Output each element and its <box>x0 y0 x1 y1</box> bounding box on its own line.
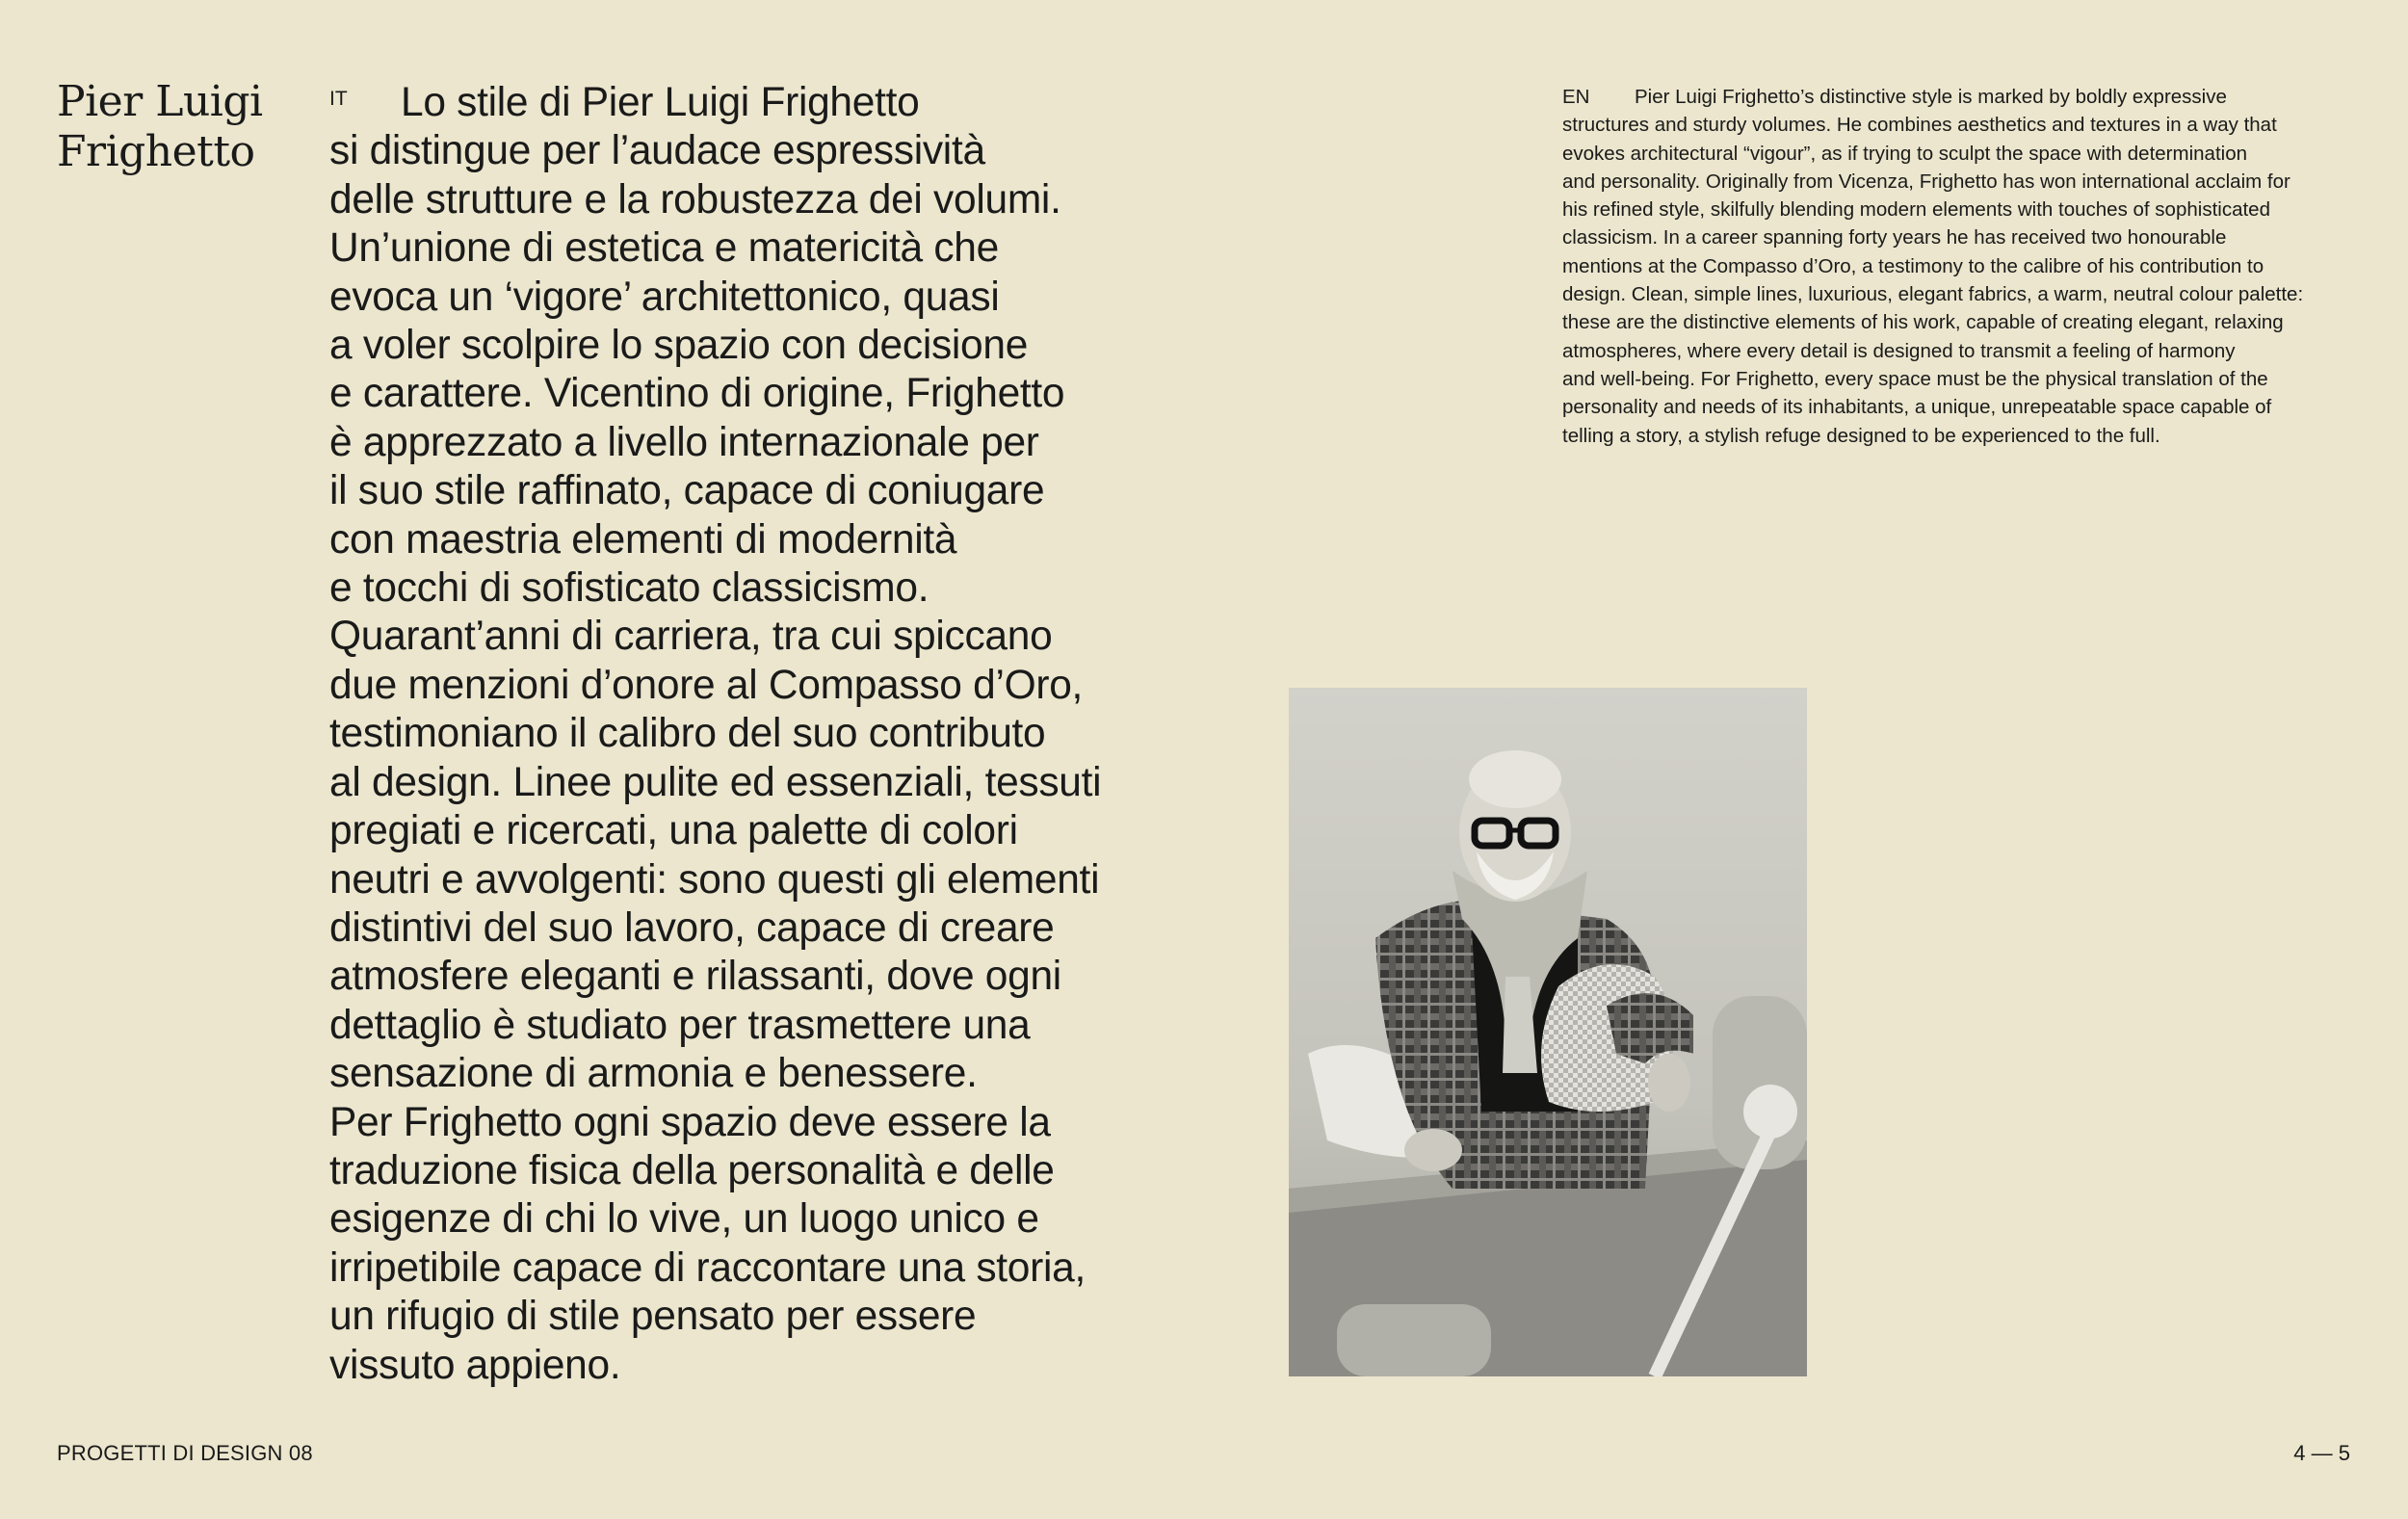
italian-line: è apprezzato a livello internazionale per <box>329 419 1039 465</box>
italian-line: Un’unione di estetica e matericità che <box>329 225 999 272</box>
english-line: telling a story, a stylish refuge designed to be experienced to the full. <box>1562 424 2160 447</box>
italian-line: evoca un ‘vigore’ architettonico, quasi <box>329 274 1000 320</box>
language-tag-it: IT <box>329 88 348 110</box>
italian-line: esigenze di chi lo vive, un luogo unico e <box>329 1196 1039 1243</box>
italian-line: a voler scolpire lo spazio con decisione <box>329 323 1029 369</box>
english-line: atmospheres, where every detail is designed to transmit a feeling of harmony <box>1562 339 2236 362</box>
title-line: Frighetto <box>57 127 255 176</box>
italian-line: vissuto appieno. <box>329 1342 621 1388</box>
english-line: design. Clean, simple lines, luxurious, elegant fabrics, a warm, neutral colour palette: <box>1562 283 2304 306</box>
publication-name: PROGETTI DI DESIGN 08 <box>57 1441 313 1465</box>
italian-line: si distingue per l’audace espressività <box>329 128 985 174</box>
english-line: personality and needs of its inhabitants, a unique, unrepeatable space capable of <box>1562 396 2272 419</box>
italian-line: e carattere. Vicentino di origine, Frighetto <box>329 371 1065 417</box>
page-title <box>57 77 263 177</box>
italian-line: al design. Linee pulite ed essenziali, tessuti <box>329 759 1102 805</box>
italian-line: testimoniano il calibro del suo contributo <box>329 711 1046 757</box>
italian-line: il suo stile raffinato, capace di coniugare <box>329 468 1045 514</box>
italian-line: delle strutture e la robustezza dei volumi. <box>329 176 1061 223</box>
designer-portrait-photo <box>1289 688 1807 1376</box>
italian-line: distintivi del suo lavoro, capace di creare <box>329 904 1055 951</box>
language-tag-en: EN <box>1562 86 1590 108</box>
portrait-illustration <box>1289 688 1807 1376</box>
english-line: Pier Luigi Frighetto’s distinctive style is marked by boldly expressive <box>1635 86 2227 108</box>
english-line: evokes architectural “vigour”, as if trying to sculpt the space with determination <box>1562 142 2247 165</box>
italian-line: sensazione di armonia e benessere. <box>329 1051 978 1097</box>
title-line: Pier Luigi <box>57 77 263 126</box>
italian-line: Per Frighetto ogni spazio deve essere la <box>329 1099 1051 1145</box>
italian-line: Lo stile di Pier Luigi Frighetto <box>401 80 920 125</box>
english-line: classicism. In a career spanning forty years he has received two honourable <box>1562 226 2227 249</box>
english-line: structures and sturdy volumes. He combines aesthetics and textures in a way that <box>1562 114 2277 137</box>
italian-line: traduzione fisica della personalità e delle <box>329 1147 1055 1193</box>
english-text-block <box>1562 83 2362 450</box>
english-line: and well-being. For Frighetto, every space must be the physical translation of the <box>1562 367 2268 390</box>
page-numbers: 4 — 5 <box>2293 1441 2350 1465</box>
italian-line: due menzioni d’onore al Compasso d’Oro, <box>329 662 1084 708</box>
italian-line: neutri e avvolgenti: sono questi gli elementi <box>329 856 1100 903</box>
italian-line: Quarant’anni di carriera, tra cui spiccano <box>329 614 1053 660</box>
italian-line: pregiati e ricercati, una palette di colori <box>329 808 1018 854</box>
italian-line: irripetibile capace di raccontare una storia, <box>329 1244 1086 1291</box>
english-line: these are the distinctive elements of his work, capable of creating elegant, relaxing <box>1562 311 2284 334</box>
italian-line: con maestria elementi di modernità <box>329 516 957 563</box>
italian-line: e tocchi di sofisticato classicismo. <box>329 565 929 612</box>
english-line: his refined style, skilfully blending modern elements with touches of sophisticated <box>1562 198 2270 222</box>
english-line: mentions at the Compasso d’Oro, a testimony to the calibre of his contribution to <box>1562 254 2264 277</box>
english-line: and personality. Originally from Vicenza, Frighetto has won international acclaim for <box>1562 170 2290 193</box>
italian-line: atmosfere eleganti e rilassanti, dove ogni <box>329 954 1061 1000</box>
italian-line: un rifugio di stile pensato per essere <box>329 1294 977 1340</box>
italian-text-block <box>329 79 1139 1390</box>
italian-line: dettaglio è studiato per trasmettere una <box>329 1002 1031 1048</box>
